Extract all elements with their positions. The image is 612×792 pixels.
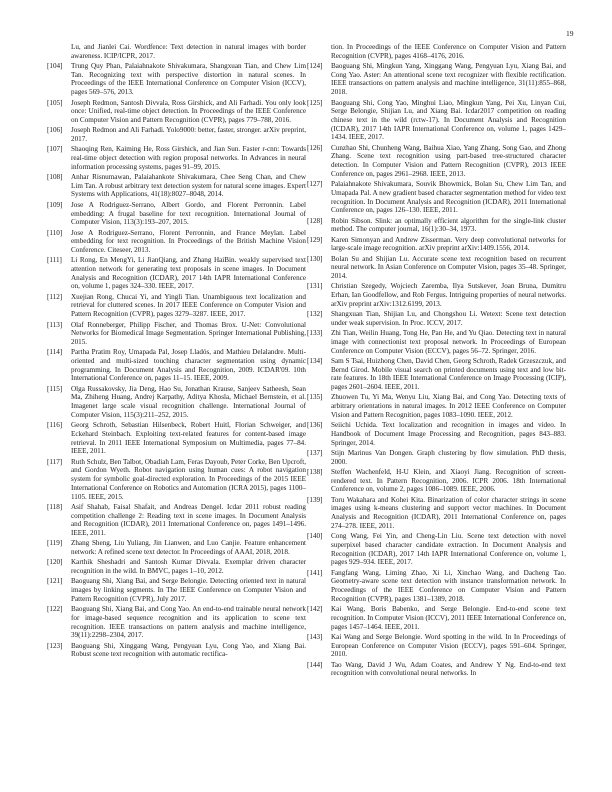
- reference-number: [126]: [307, 143, 323, 152]
- references-right-column: [307, 43, 566, 678]
- reference-text: Olaf Ronneberger, Philipp Fischer, and Thomas Brox. U-Net: Convolutional Networks for Biomedical Image Segmentation. Springer International Publishing, 2015.: [71, 320, 306, 346]
- reference-entry: [47, 348, 306, 383]
- reference-number: [122]: [47, 605, 63, 614]
- reference-text: Toru Wakahara and Kohei Kita. Binarization of color character strings in scene images using k-means clustering and support vector machines. In Document Analysis and Recognition (ICDAR), 2011 International Conference on, pages 274–278. IEEE, 2011.: [331, 495, 566, 530]
- reference-text: Asif Shahab, Faisal Shafait, and Andreas Dengel. Icdar 2011 robust reading competition challenge 2: Reading text in scene images. In Document Analysis and Recognition (ICDAR), 2011 International Conference on, pages 1491–1496. IEEE, 2011.: [71, 502, 306, 537]
- reference-entry: [47, 293, 306, 319]
- reference-number: [135]: [307, 393, 323, 402]
- reference-entry: [47, 62, 306, 97]
- reference-number: [129]: [307, 235, 323, 244]
- reference-entry: [307, 43, 566, 60]
- reference-entry: [47, 43, 306, 60]
- reference-number: [111]: [47, 256, 62, 265]
- reference-number: [117]: [47, 457, 63, 466]
- reference-entry: [307, 661, 566, 678]
- reference-text: Bolan Su and Shijian Lu. Accurate scene text recognition based on recurrent neural network. In Asian Conference on Computer Vision, pages 35–48. Springer, 2014.: [331, 254, 566, 281]
- reference-number: [107]: [47, 145, 63, 154]
- reference-text: Xuejian Rong, Chucai Yi, and Yingli Tian. Unambiguous text localization and retrieval for cluttered scenes. In 2017 IEEE Conference on Computer Vision and Pattern Recognition (CVPR), pages 3279–3287. IEEE, 2017.: [71, 292, 306, 319]
- reference-text: Seiichi Uchida. Text localization and recognition in images and video. In Handbook of Document Image Processing and Recognition, pages 843–883. Springer, 2014.: [331, 421, 566, 447]
- reference-entry: [47, 256, 306, 291]
- reference-text: Shangxuan Tian, Shijian Lu, and Chongshou Li. Wetext: Scene text detection under weak supervision. In Proc. ICCV, 2017.: [331, 310, 566, 327]
- reference-number: [108]: [47, 173, 63, 182]
- reference-number: [125]: [307, 98, 323, 107]
- reference-number: [127]: [307, 180, 323, 189]
- reference-entry: [307, 282, 566, 308]
- reference-text: Joseph Redmon, Santosh Divvala, Ross Girshick, and Ali Farhadi. You only look once: Unified, real-time object detection. In Proceedings of the IEEE Conference on Computer Vision and Pattern Recognition (CVPR), pages 779–788, 2016.: [71, 98, 306, 124]
- reference-number: [105]: [47, 98, 63, 107]
- reference-entry: [307, 236, 566, 253]
- reference-number: [131]: [307, 282, 323, 291]
- reference-text: Zhuowen Tu, Yi Ma, Wenyu Liu, Xiang Bai, and Cong Yao. Detecting texts of arbitrary orientations in natural images. In 2012 IEEE Conference on Computer Vision and Pattern Recognition, pages 1083–1090. IEEE, 2012.: [331, 393, 566, 419]
- reference-text: Joseph Redmon and Ali Farhadi. Yolo9000: better, faster, stronger. arXiv preprint, 2017.: [71, 126, 306, 143]
- reference-number: [134]: [307, 356, 323, 365]
- reference-text: Baoguang Shi, Xiang Bai, and Cong Yao. An end-to-end trainable neural network for image-based sequence recognition and its application to scene text recognition. IEEE transactions on pattern analysis and machine intelligence, 39(11):2298–2304, 2017.: [71, 605, 306, 640]
- reference-entry: [47, 321, 306, 347]
- reference-entry: [307, 310, 566, 327]
- reference-number: [106]: [47, 126, 63, 135]
- reference-text: Karthik Sheshadri and Santosh Kumar Divvala. Exemplar driven character recognition in the wild. In BMVC, pages 1–10, 2012.: [71, 558, 306, 576]
- reference-text: Kai Wang, Boris Babenko, and Serge Belongie. End-to-end scene text recognition. In Computer Vision (ICCV), 2011 IEEE International Conference on, pages 1457–1464. IEEE, 2011.: [331, 605, 566, 631]
- reference-text: Palaiahnakote Shivakumara, Souvik Bhowmick, Bolan Su, Chew Lim Tan, and Umapada Pal. A new gradient based character segmentation method for video text recognition. In Document Analysis and Recognition (ICDAR), 2011 International Conference on, pages 126–130. IEEE, 2011.: [331, 180, 566, 215]
- reference-text: Anhar Risnumawan, Palaiahankote Shivakumara, Chee Seng Chan, and Chew Lim Tan. A robust arbitrary text detection system for natural scene images. Expert Systems with Applications, 41(18):8027–8048, 2014.: [71, 173, 306, 199]
- reference-number: [130]: [307, 254, 323, 263]
- reference-entry: [307, 180, 566, 215]
- reference-text: Baoguang Shi, Cong Yao, Minghui Liao, Mingkun Yang, Pei Xu, Linyan Cui, Serge Belongie, Shijian Lu, and Xiang Bai. Icdar2017 competition on reading chinese text in the wild (rctw-17). In Document Analysis and Recognition (ICDAR), 2017 14th IAPR International Conference on, volume 1, pages 1429–1434. IEEE, 2017.: [331, 98, 566, 142]
- reference-text: Li Rong, En MengYi, Li JianQiang, and Zhang HaiBin. weakly supervised text attention network for generating text proposals in scene images. In Document Analysis and Recognition (ICDAR), 2017 14th IAPR International Conference on, volume 1, pages 324–330. IEEE, 2017.: [71, 256, 306, 291]
- reference-number: [132]: [307, 310, 323, 319]
- reference-entry: [307, 449, 566, 466]
- reference-entry: [47, 605, 306, 640]
- reference-text: Sam S Tsai, Huizhong Chen, David Chen, Georg Schroth, Radek Grzeszczuk, and Bernd Girod. Mobile visual search on printed documents using text and low bit-rate features. In 18th IEEE International Conference on Image Processing (ICIP), pages 2601–2604. IEEE, 2011.: [331, 356, 566, 392]
- reference-text: Baoguang Shi, Mingkun Yang, Xinggang Wang, Pengyuan Lyu, Xiang Bai, and Cong Yao. Aster: An attentional scene text recognizer with flexible rectification. IEEE transactions on pattern analysis and machine intelligence, 31(11):855–868, 2018.: [331, 62, 566, 97]
- reference-entry: [307, 468, 566, 494]
- page-number: 19: [566, 29, 574, 38]
- reference-number: [133]: [307, 329, 323, 338]
- reference-entry: [307, 569, 566, 604]
- reference-entry: [307, 62, 566, 97]
- reference-text: Baoguang Shi, Xinggang Wang, Pengyuan Lyu, Cong Yao, and Xiang Bai. Robust scene text recognition with automatic rectifica-: [71, 641, 306, 659]
- reference-number: [142]: [307, 605, 323, 614]
- reference-entry: [307, 393, 566, 419]
- reference-number: [113]: [47, 320, 63, 329]
- reference-entry: [47, 385, 306, 420]
- reference-text: Fangfang Wang, Liming Zhao, Xi Li, Xinchao Wang, and Dacheng Tao. Geometry-aware scene text detection with instance transformation network. In Proceedings of the IEEE Conference on Computer Vision and Pattern Recognition (CVPR), pages 1381–1389, 2018.: [331, 568, 566, 603]
- reference-number: [144]: [307, 660, 323, 669]
- reference-text: Zhang Sheng, Liu Yuliang, Jin Lianwen, and Luo Canjie. Feature enhancement network: A refined scene text detector. In Proceedings of AAAI, 2018, 2018.: [71, 539, 306, 557]
- reference-number: [143]: [307, 632, 323, 641]
- reference-text: Jose A Rodriguez-Serrano, Albert Gordo, and Florent Perronnin. Label embedding: A frugal baseline for text recognition. International Journal of Computer Vision, 113(3):193–207, 2015.: [71, 200, 306, 227]
- reference-entry: [47, 458, 306, 502]
- reference-entry: [47, 539, 306, 556]
- reference-text: Shaoqing Ren, Kaiming He, Ross Girshick, and Jian Sun. Faster r-cnn: Towards real-time object detection with region proposal networks. In Advances in neural information processing systems, pages 91–99, 2015.: [71, 145, 306, 171]
- reference-number: [110]: [47, 228, 63, 237]
- reference-text: Cong Wang, Fei Yin, and Cheng-Lin Liu. Scene text detection with novel superpixel based character candidate extraction. In Document Analysis and Recognition (ICDAR), 2017 14th IAPR International Conference on, volume 1, pages 929–934. IEEE, 2017.: [331, 532, 566, 567]
- reference-number: [116]: [47, 421, 63, 430]
- reference-number: [123]: [47, 641, 63, 650]
- reference-text: Ruth Schulz, Ben Talbot, Obadiah Lam, Feras Dayoub, Peter Corke, Ben Upcroft, and Gordon Wyeth. Robot navigation using human cues: A robot navigation system for symbolic goal-directed exploration. In Proceedings of the 2015 IEEE International Conference on Robotics and Automation (ICRA 2015), pages 1100–1105. IEEE, 2015.: [71, 457, 306, 501]
- reference-entry: [307, 255, 566, 281]
- reference-entry: [307, 421, 566, 447]
- reference-entry: [307, 144, 566, 179]
- reference-number: [136]: [307, 421, 323, 430]
- reference-entry: [307, 633, 566, 659]
- reference-text: tion. In Proceedings of the IEEE Conference on Computer Vision and Pattern Recognition (CVPR), pages 4168–4176, 2016.: [331, 43, 566, 60]
- reference-entry: [307, 496, 566, 531]
- reference-entry: [307, 99, 566, 143]
- reference-entry: [47, 99, 306, 125]
- reference-entry: [47, 173, 306, 199]
- reference-text: Robin Sibson. Slink: an optimally efficient algorithm for the single-link cluster method. The computer journal, 16(1):30–34, 1973.: [331, 216, 566, 234]
- reference-text: Zhi Tian, Weilin Huang, Tong He, Pan He, and Yu Qiao. Detecting text in natural image with connectionist text proposal network. In Proceedings of European Conference on Computer Vision (ECCV), pages 56–72. Springer, 2016.: [331, 329, 566, 355]
- reference-entry: [307, 329, 566, 355]
- references-left-column: [47, 43, 306, 659]
- reference-entry: [47, 126, 306, 143]
- reference-text: Partha Pratim Roy, Umapada Pal, Josep Lladós, and Mathieu Delalandre. Multi-oriented and multi-sized touching character segmentation using dynamic programming. In Document Analysis and Recognition, 2009. ICDAR'09. 10th International Conference on, pages 11–15. IEEE, 2009.: [71, 348, 306, 383]
- reference-entry: [47, 558, 306, 575]
- reference-number: [124]: [307, 62, 323, 71]
- reference-number: [138]: [307, 467, 323, 476]
- reference-number: [118]: [47, 502, 63, 511]
- reference-entry: [47, 145, 306, 171]
- reference-entry: [307, 532, 566, 567]
- reference-text: Trung Quy Phan, Palaiahnakote Shivakumara, Shangxuan Tian, and Chew Lim Tan. Recognizing text with perspective distortion in natural scenes. In Proceedings of the IEEE International Conference on Computer Vision (ICCV), pages 569–576, 2013.: [71, 62, 306, 97]
- reference-number: [141]: [307, 568, 323, 577]
- reference-number: [104]: [47, 62, 63, 71]
- reference-number: [115]: [47, 384, 63, 393]
- reference-number: [139]: [307, 495, 323, 504]
- reference-text: Karen Simonyan and Andrew Zisserman. Very deep convolutional networks for large-scale image recognition. arXiv preprint arXiv:1409.1556, 2014.: [331, 235, 566, 253]
- reference-number: [137]: [307, 448, 323, 457]
- reference-number: [112]: [47, 292, 63, 301]
- reference-entry: [307, 217, 566, 234]
- reference-number: [119]: [47, 539, 63, 548]
- reference-number: [128]: [307, 216, 323, 225]
- reference-entry: [307, 605, 566, 631]
- reference-text: Tao Wang, David J Wu, Adam Coates, and Andrew Y Ng. End-to-end text recognition with convolutional neural networks. In: [331, 660, 566, 678]
- reference-entry: [47, 503, 306, 538]
- reference-entry: [47, 421, 306, 456]
- reference-text: Georg Schroth, Sebastian Hilsenbeck, Robert Huitl, Florian Schweiger, and Eckehard Steinbach. Exploiting text-related features for content-based image retrieval. In 2011 IEEE International Symposium on Multimedia, pages 77–84. IEEE, 2011.: [71, 421, 306, 456]
- reference-text: Olga Russakovsky, Jia Deng, Hao Su, Jonathan Krause, Sanjeev Satheesh, Sean Ma, Zhiheng Huang, Andrej Karpathy, Aditya Khosla, Michael Bernstein, et al. Imagenet large scale visual recognition challenge. International Journal of Computer Vision, 115(3):211–252, 2015.: [71, 384, 306, 419]
- reference-text: Steffen Wachenfeld, H-U Klein, and Xiaoyi Jiang. Recognition of screen-rendered text. In Pattern Recognition, 2006. ICPR 2006. 18th International Conference on, volume 2, pages 1086–1089. IEEE, 2006.: [331, 467, 566, 494]
- reference-text: Kai Wang and Serge Belongie. Word spotting in the wild. In In Proceedings of European Conference on Computer Vision (ECCV), pages 591–604. Springer, 2010.: [331, 632, 566, 659]
- reference-number: [109]: [47, 200, 63, 209]
- reference-text: Jose A Rodriguez-Serrano, Florent Perronnin, and France Meylan. Label embedding for text recognition. In Proceedings of the British Machine Vision Conference. Citeseer, 2013.: [71, 228, 306, 254]
- reference-text: Cunzhao Shi, Chunheng Wang, Baihua Xiao, Yang Zhang, Song Gao, and Zhong Zhang. Scene text recognition using part-based tree-structured character detection. In Computer Vision and Pattern Recognition (CVPR), 2013 IEEE Conference on, pages 2961–2968. IEEE, 2013.: [331, 143, 566, 178]
- reference-number: [114]: [47, 348, 63, 357]
- reference-text: Lu, and Jianlei Cai. Wordfence: Text detection in natural images with border awareness. ICIP/ICPR, 2017.: [71, 43, 306, 60]
- reference-entry: [47, 201, 306, 227]
- reference-text: Christian Szegedy, Wojciech Zaremba, Ilya Sutskever, Joan Bruna, Dumitru Erhan, Ian Goodfellow, and Rob Fergus. Intriguing properties of neural networks. arXiv preprint arXiv:1312.6199, 2013.: [331, 282, 566, 308]
- reference-entry: [47, 229, 306, 255]
- reference-entry: [47, 577, 306, 603]
- reference-text: Stijn Marinus Van Dongen. Graph clustering by flow simulation. PhD thesis, 2000.: [331, 448, 566, 466]
- reference-number: [121]: [47, 577, 63, 586]
- reference-entry: [47, 642, 306, 659]
- reference-entry: [307, 357, 566, 392]
- reference-number: [120]: [47, 558, 63, 567]
- reference-text: Baoguang Shi, Xiang Bai, and Serge Belongie. Detecting oriented text in natural images by linking segments. In The IEEE Conference on Computer Vision and Pattern Recognition (CVPR), July 2017.: [71, 577, 306, 603]
- reference-number: [140]: [307, 532, 323, 541]
